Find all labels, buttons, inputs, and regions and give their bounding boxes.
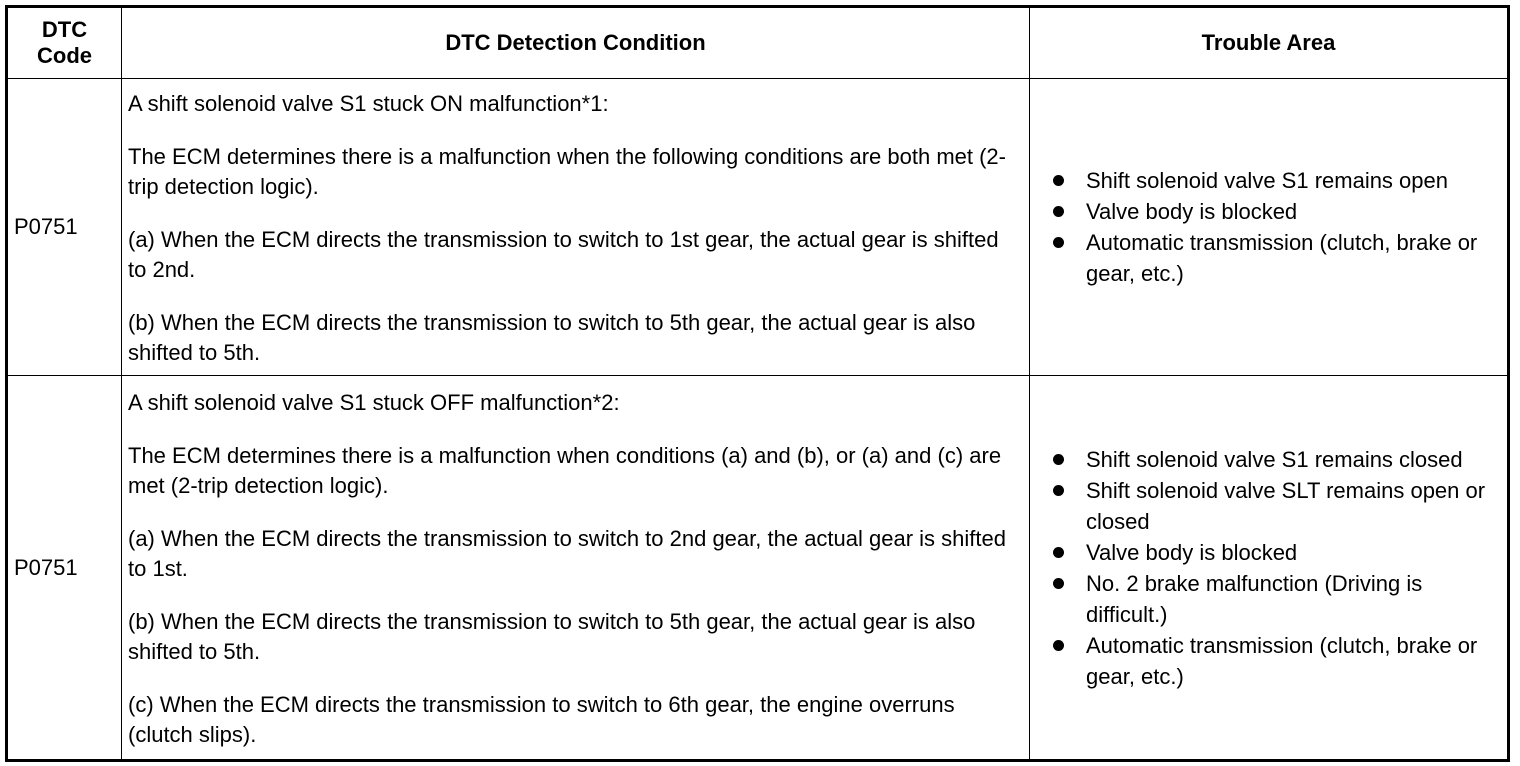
trouble-area-text: Automatic transmission (clutch, brake or gear, etc.) bbox=[1086, 632, 1478, 689]
trouble-area-cell bbox=[1030, 376, 1509, 761]
trouble-area-text: Shift solenoid valve S1 remains closed bbox=[1086, 446, 1463, 472]
trouble-area-text: Shift solenoid valve S1 remains open bbox=[1086, 168, 1448, 193]
bullet-icon bbox=[1053, 454, 1064, 465]
header-row bbox=[7, 7, 1509, 79]
trouble-area-item bbox=[1052, 227, 1503, 289]
trouble-area-text: No. 2 brake malfunction (Driving is difficult.) bbox=[1086, 570, 1423, 627]
trouble-area-text: Valve body is blocked bbox=[1086, 539, 1298, 565]
bullet-icon bbox=[1053, 206, 1064, 217]
bullet-icon bbox=[1053, 485, 1064, 496]
condition-paragraph: (c) When the ECM directs the transmission to switch to 6th gear, the engine overruns (clutch slips). bbox=[128, 691, 955, 747]
trouble-area-text: Automatic transmission (clutch, brake or gear, etc.) bbox=[1086, 230, 1478, 286]
trouble-area-list bbox=[1052, 165, 1503, 289]
bullet-icon bbox=[1053, 547, 1064, 558]
dtc-table bbox=[5, 5, 1510, 762]
condition-paragraph: A shift solenoid valve S1 stuck ON malfunction*1: bbox=[128, 90, 609, 116]
table-row bbox=[7, 376, 1509, 761]
trouble-area-item bbox=[1052, 568, 1503, 630]
dtc-code-cell: P0751 bbox=[7, 376, 122, 761]
table-row bbox=[7, 79, 1509, 376]
header-trouble-area: Trouble Area bbox=[1030, 7, 1509, 79]
detection-condition-cell bbox=[122, 376, 1030, 761]
bullet-icon bbox=[1053, 578, 1064, 589]
trouble-area-item bbox=[1052, 444, 1503, 475]
trouble-area-text: Valve body is blocked bbox=[1086, 199, 1298, 224]
header-dtc-code: DTC Code bbox=[7, 7, 122, 79]
condition-paragraph: The ECM determines there is a malfunction when the following conditions are both met (2-trip detection logic). bbox=[128, 143, 1006, 199]
trouble-area-item bbox=[1052, 165, 1503, 196]
trouble-area-item bbox=[1052, 475, 1503, 537]
bullet-icon bbox=[1053, 237, 1064, 248]
condition-paragraph: (b) When the ECM directs the transmission to switch to 5th gear, the actual gear is also shifted to 5th. bbox=[128, 608, 976, 664]
detection-condition-cell bbox=[122, 79, 1030, 376]
condition-paragraph: The ECM determines there is a malfunction when conditions (a) and (b), or (a) and (c) are met (2-trip detection logic). bbox=[128, 442, 1002, 498]
trouble-area-item bbox=[1052, 196, 1503, 227]
dtc-code-cell: P0751 bbox=[7, 79, 122, 376]
header-detection-condition: DTC Detection Condition bbox=[122, 7, 1030, 79]
condition-paragraph: (b) When the ECM directs the transmission to switch to 5th gear, the actual gear is also shifted to 5th. bbox=[128, 309, 976, 365]
bullet-icon bbox=[1053, 175, 1064, 186]
trouble-area-item bbox=[1052, 537, 1503, 568]
bullet-icon bbox=[1053, 640, 1064, 651]
trouble-area-item bbox=[1052, 630, 1503, 692]
trouble-area-list bbox=[1052, 444, 1503, 692]
condition-paragraph: (a) When the ECM directs the transmission to switch to 2nd gear, the actual gear is shifted to 1st. bbox=[128, 525, 1006, 581]
trouble-area-cell bbox=[1030, 79, 1509, 376]
trouble-area-text: Shift solenoid valve SLT remains open or closed bbox=[1086, 477, 1486, 534]
condition-paragraph: A shift solenoid valve S1 stuck OFF malfunction*2: bbox=[128, 389, 620, 415]
condition-paragraph: (a) When the ECM directs the transmission to switch to 1st gear, the actual gear is shifted to 2nd. bbox=[128, 226, 999, 282]
